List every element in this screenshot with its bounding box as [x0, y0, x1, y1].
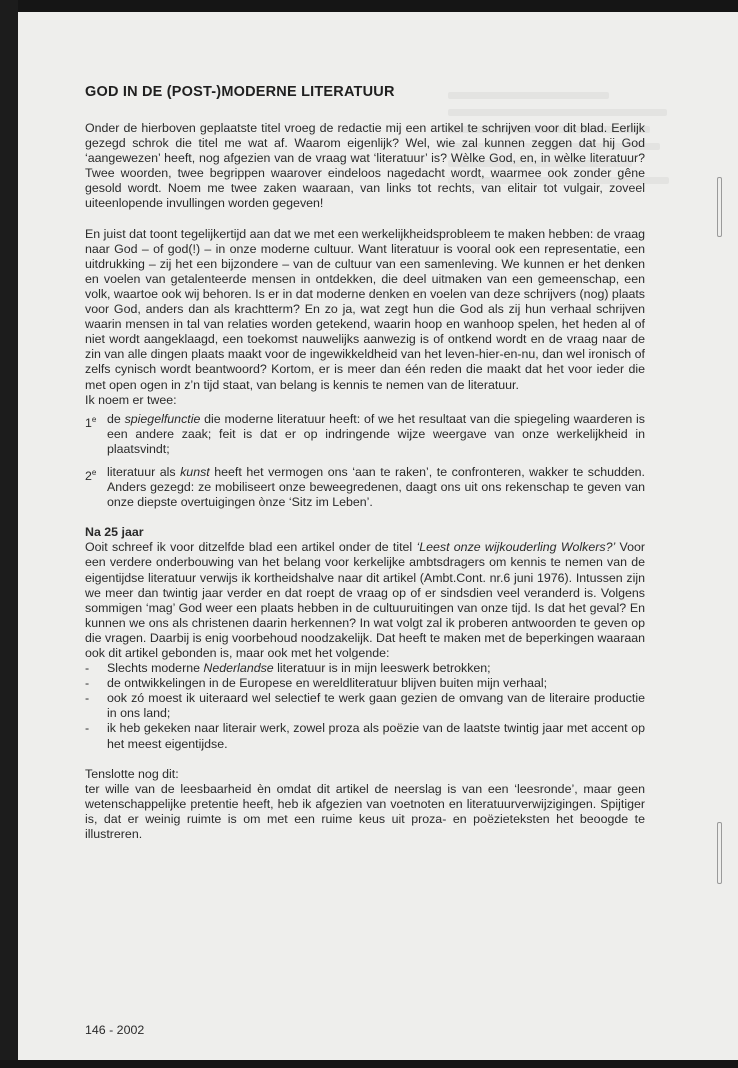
enum-number: 2e	[85, 467, 97, 484]
section-heading: Na 25 jaar	[85, 525, 144, 540]
scan-border-top	[0, 0, 738, 12]
list-item: - de ontwikkelingen in de Europese en wereldliteratuur blijven buiten mijn verhaal;	[85, 676, 548, 691]
list-item: - Slechts moderne Nederlandse literatuur is in mijn leeswerk betrokken;	[85, 661, 491, 676]
article-body	[85, 84, 645, 842]
paragraph-culture: En juist dat toont tegelijkertijd aan dat we met een werkelijkheidsprobleem te maken hebben: de vraag naar God – of god(!) – in onze moderne cultuur. Want literatuur is vooral ook een representatie, een uitdrukking – zij het een bijzondere – van de cultuur van een samenleving. We kunnen er het denken en voelen van getalenteerde mensen in ontdekken, die deel uitmaken van een gemeenschap, een volk, waartoe ook wij behoren. Is er in dat moderne denken en voelen van deze schrijvers (nog) plaats voor God, anders dan als krachtterm? En zo ja, wat zegt hun die God als zij hun verhaal schrijven waarin mensen in tal van relaties worden getekend, waarin hoop en wanhoop spelen, het heden al of niet wordt aangeklaagd, een toekomst nauwelijks aanwezig is of ontkend wordt en de vraag naar de zin van alle dingen plaats maakt voor de ingewikkeldheid van het leven-hier-en-nu, dan wel ironisch of zelfs cynisch wordt beantwoord? Kortom, er is meer dan één reden die maakt dat het voor ieder die met open ogen in z’n tijd staat, van belang is kennis te nemen van de literatuur.	[85, 226, 645, 392]
paragraph-history: Ooit schreef ik voor ditzelfde blad een artikel onder de titel ‘Leest onze wijkouderling Wolkers?’ Voor een verdere onderbouwing van het belang voor kerkelijke ambtsdragers om kennis te nemen van de eigentijdse literatuur verwijs ik kortheidshalve naar dit artikel (Ambt.Cont. nr.6 juni 1976). Intussen zijn we meer dan twintig jaar verder en dat roept de vraag op of er sindsdien veel veranderd is. Volgens sommigen ‘mag’ God weer een plaats hebben in de cultuuruitingen van onze tijd. Is dat het geval? En kunnen we ons als christenen daarin herkennen? In wat volgt zal ik proberen antwoorden te geven op die vragen. Daarbij is enig voorbehoud noodzakelijk. Dat heeft te maken met de beperkingen waaraan ook dit artikel gebonden is, maar ook met het volgende:	[85, 540, 645, 660]
page-number: 146 - 2002	[85, 1023, 145, 1037]
enumerated-item	[85, 412, 645, 457]
enum-text: literatuur als kunst heeft het vermogen ons ‘aan te raken’, te confronteren, wakker te schudden. Anders gezegd: ze mobiliseert onze beweegredenen, daagt ons uit ons rekenschap te geven van onze diepste overtuigingen ònze ‘Sitz im Leben’.	[107, 464, 645, 510]
paragraph-intro: Onder de hierboven geplaatste titel vroeg de redactie mij een artikel te schrijven voor dit blad. Eerlijk gezegd schrok die titel me wat af. Waarom eigenlijk? Wel, wie zal kunnen zeggen dat hij God ‘aangewezen’ heeft, nog afgezien van de vraag wat ‘literatuur’ is? Wèlke God, en, in wèlke literatuur? Twee woorden, twee begrippen waarover eindeloos nagedacht wordt, waarmee ook zonder gêne gesold wordt. Noem me twee zaken waaraan, van links tot rechts, van elitair tot vulgair, zoveel uiteenlopende invullingen worden gegeven!	[85, 121, 645, 211]
enumerated-item	[85, 465, 645, 510]
binding-mark	[717, 177, 722, 237]
paragraph-closing-intro: Tenslotte nog dit:	[85, 766, 179, 781]
enum-number: 1e	[85, 414, 97, 430]
list-item: - ook zó moest ik uiteraard wel selectief te werk gaan gezien de omvang van de literaire productie in ons land;	[85, 691, 645, 721]
paragraph-closing: ter wille van de leesbaarheid èn omdat dit artikel de neerslag is van een ‘leesronde’, maar geen wetenschappelijke pretentie heeft, heb ik afgezien van voetnoten en literatuurverwijzigingen. Spijtiger is, dat er weinig ruimte is om met een ruime keus uit proza- en poëzieteksten het beoogde te illustreren.	[85, 781, 645, 842]
scan-border-bottom	[0, 1060, 738, 1068]
paragraph-list-intro: Ik noem er twee:	[85, 392, 177, 407]
list-item: - ik heb gekeken naar literair werk, zowel proza als poëzie van de laatste twintig jaar met accent op het meest eigentijdse.	[85, 721, 645, 751]
article-title: GOD IN DE (POST-)MODERNE LITERATUUR	[85, 84, 395, 100]
binding-mark	[717, 822, 722, 884]
scan-border-left	[0, 0, 18, 1068]
enum-text: de spiegelfunctie die moderne literatuur heeft: of we het resultaat van die spiegeling waarderen is een andere zaak; feit is dat er op indringende wijze weergave van onze werkelijkheid in plaatsvindt;	[107, 411, 645, 456]
